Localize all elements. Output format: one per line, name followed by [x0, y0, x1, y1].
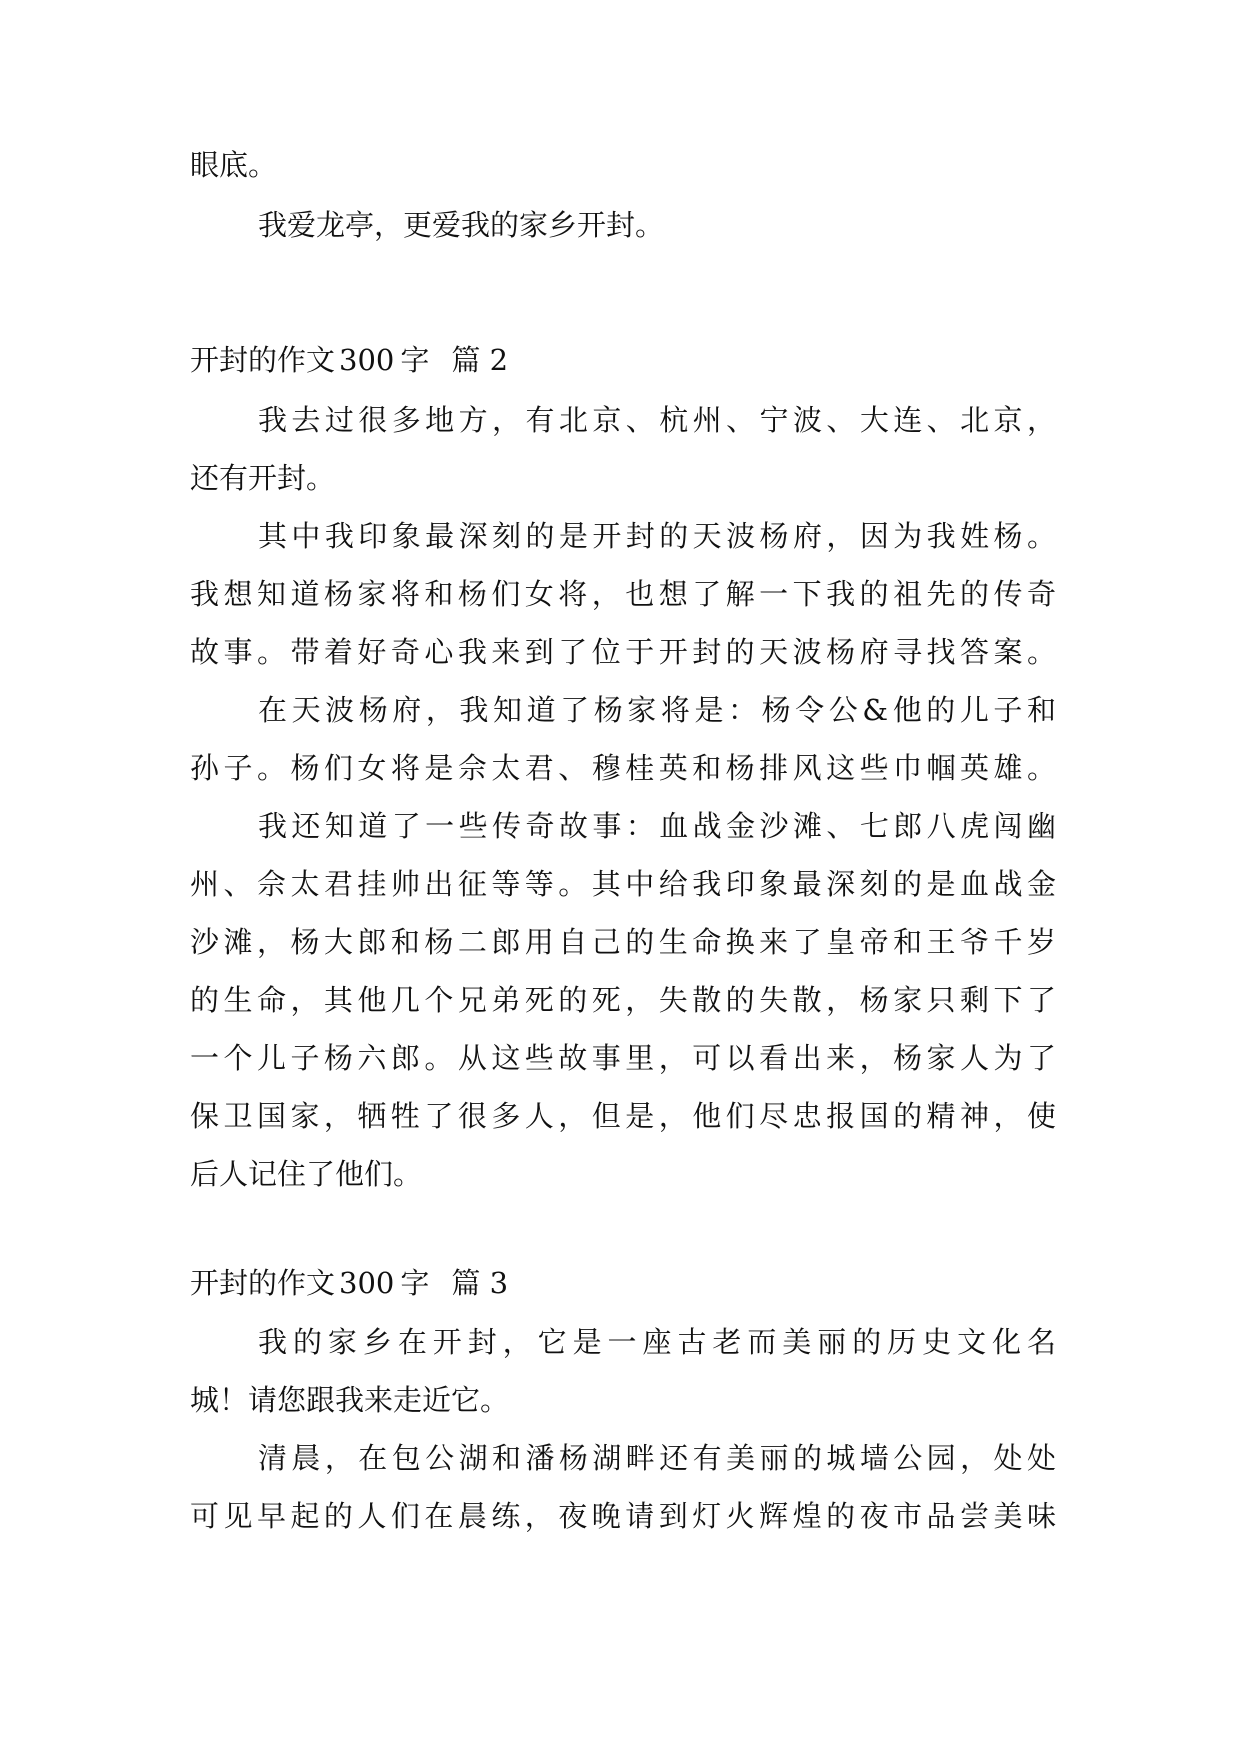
heading-title: 开封的作文: [190, 343, 336, 377]
heading-section: 篇 3: [451, 1266, 509, 1300]
text-line: 沙滩，杨大郎和杨二郎用自己的生命换来了皇帝和王爷千岁: [190, 925, 1056, 959]
heading-count: 300: [339, 343, 395, 377]
text-line: 还有开封。: [190, 461, 336, 495]
text-line: 我还知道了一些传奇故事：血战金沙滩、七郎八虎闯幽: [258, 809, 1056, 843]
text-line: 我爱龙亭，更爱我的家乡开封。: [258, 208, 665, 242]
section-heading: [190, 340, 508, 380]
heading-unit: 字: [400, 1266, 430, 1300]
text-line: 保卫国家，牺牲了很多人，但是，他们尽忠报国的精神，使: [190, 1099, 1056, 1133]
heading-unit: 字: [400, 343, 430, 377]
text-line: 其中我印象最深刻的是开封的天波杨府，因为我姓杨。: [258, 519, 1056, 553]
text-line: 州、佘太君挂帅出征等等。其中给我印象最深刻的是血战金: [190, 867, 1056, 901]
text-line: 我的家乡在开封，它是一座古老而美丽的历史文化名: [258, 1325, 1056, 1359]
text-line: 一个儿子杨六郎。从这些故事里，可以看出来，杨家人为了: [190, 1041, 1056, 1075]
text-line: 眼底。: [190, 148, 278, 182]
text-line: 城！请您跟我来走近它。: [190, 1383, 510, 1417]
text-line: 在天波杨府，我知道了杨家将是：杨令公&他的儿子和: [258, 693, 1056, 727]
text-line: 故事。带着好奇心我来到了位于开封的天波杨府寻找答案。: [190, 635, 1056, 669]
section-heading: [190, 1263, 508, 1303]
text-line: 我想知道杨家将和杨们女将，也想了解一下我的祖先的传奇: [190, 577, 1056, 611]
text-line: 的生命，其他几个兄弟死的死，失散的失散，杨家只剩下了: [190, 983, 1056, 1017]
text-line: 清晨，在包公湖和潘杨湖畔还有美丽的城墙公园，处处: [258, 1441, 1056, 1475]
heading-section: 篇 2: [451, 343, 509, 377]
text-line: 后人记住了他们。: [190, 1157, 423, 1191]
text-line: 我去过很多地方，有北京、杭州、宁波、大连、北京，: [258, 403, 1056, 437]
heading-title: 开封的作文: [190, 1266, 336, 1300]
text-line: 可见早起的人们在晨练，夜晚请到灯火辉煌的夜市品尝美味: [190, 1499, 1056, 1533]
heading-count: 300: [339, 1266, 395, 1300]
text-line: 孙子。杨们女将是佘太君、穆桂英和杨排风这些巾帼英雄。: [190, 751, 1056, 785]
